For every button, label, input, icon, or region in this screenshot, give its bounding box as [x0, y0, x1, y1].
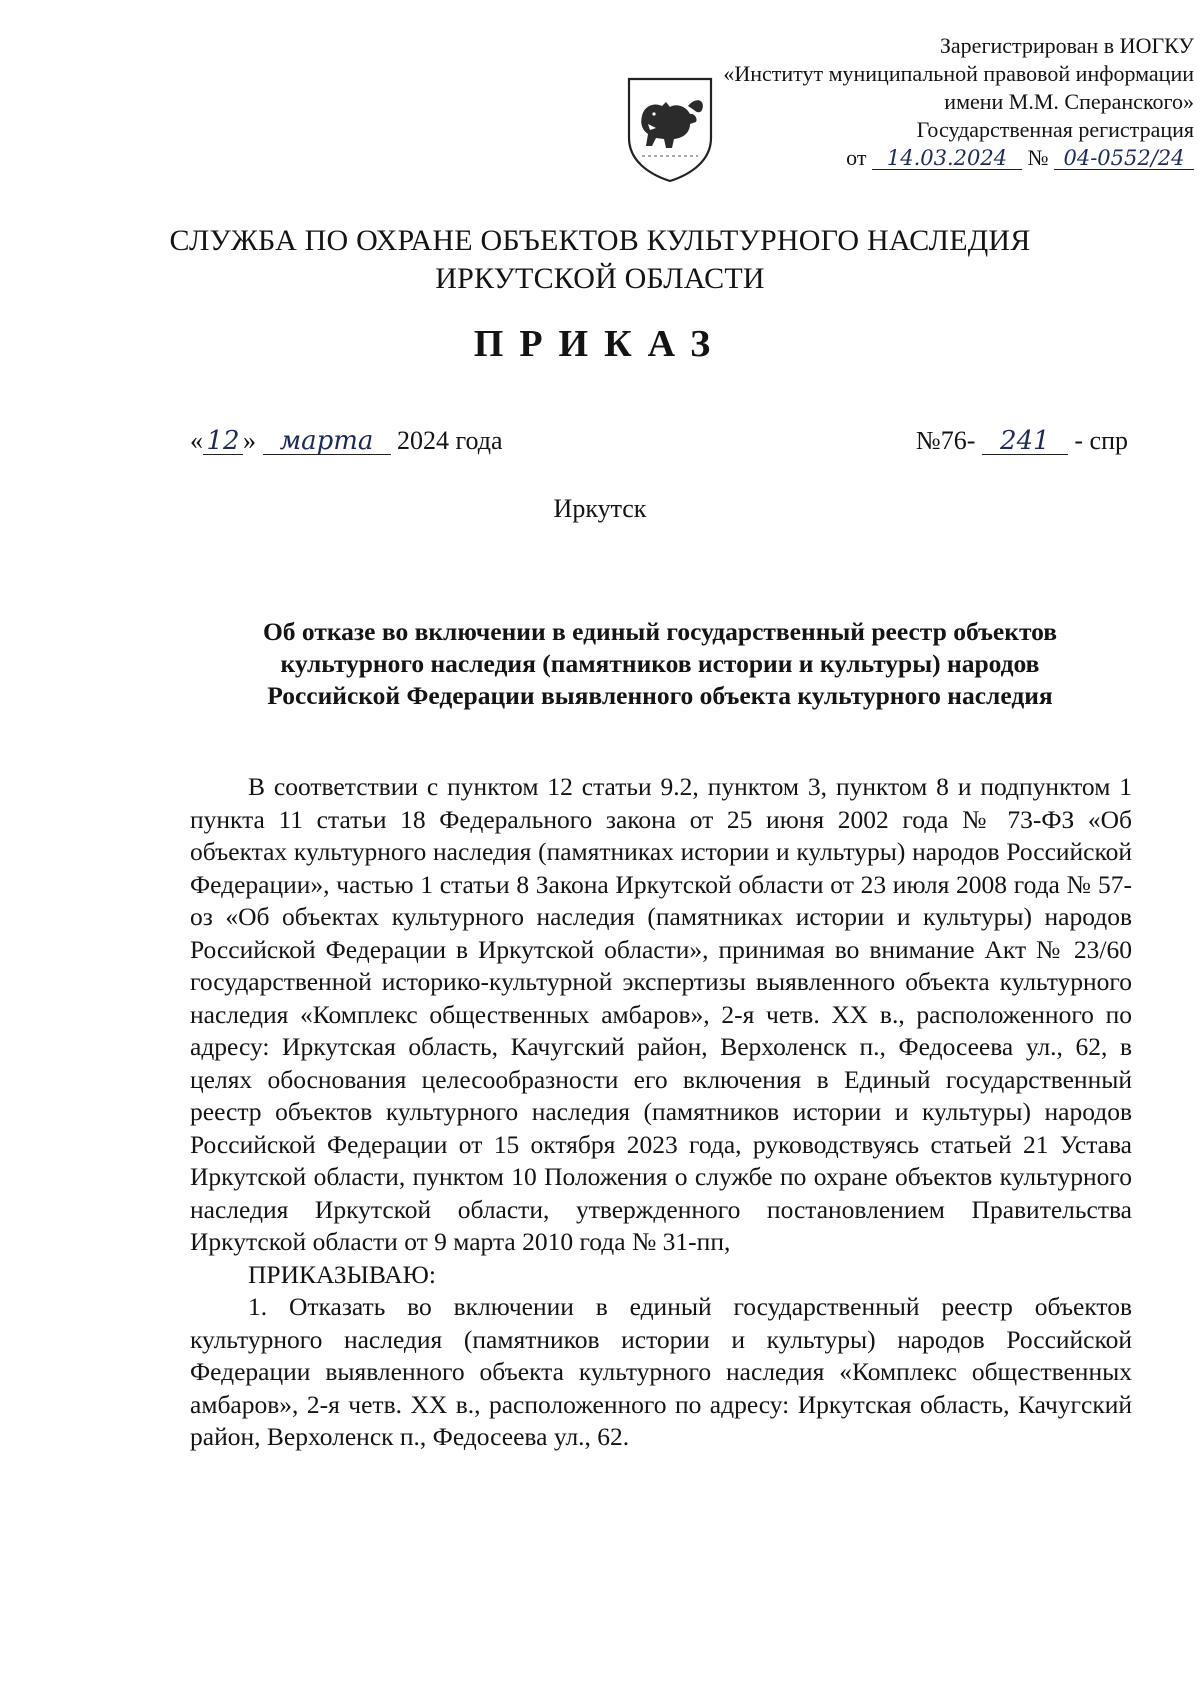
subject-line1: Об отказе во включении в единый государственный реестр объектов — [262, 617, 1058, 646]
order-date — [190, 426, 503, 456]
order-word: ПРИКАЗЫВАЮ: — [248, 1259, 436, 1289]
registration-stamp — [674, 32, 1194, 172]
stamp-number-label: № — [1027, 145, 1049, 170]
subject-line3: Российской Федерации выявленного объекта культурного наследия — [267, 681, 1053, 710]
preamble-paragraph: В соответствии с пунктом 12 статьи 9.2, пунктом 3, пунктом 8 и подпунктом 1 пункта 11 статьи 18 Федерального закона от 25 июня 2002 года № 73-ФЗ «Об объектах культурного наследия (памятниках истории и культуры) народов Российской Федерации», частью 1 статьи 8 Закона Иркутской области от 23 июля 2008 года № 57-оз «Об объектах культурного наследия (памятниках истории и культуры) народов Российской Федерации в Иркутской области», принимая во внимание Акт № 23/60 государственной историко-культурной экспертизы выявленного объекта культурного наследия «Комплекс общественных амбаров», 2-я четв. XX в., расположенного по адресу: Иркутская область, Качугский район, Верхоленск п., Федосеева ул., 62, в целях обоснования целесообразности его включения в Единый государственный реестр объектов культурного наследия (памятников истории и культуры) народов Российской Федерации от 15 октября 2023 года, руководствуясь статьей 21 Устава Иркутской области, пунктом 10 Положения о службе по охране объектов культурного наследия Иркутской области, утвержденного постановлением Правительства Иркутской области от 9 марта 2010 года № 31-пп, — [190, 772, 1132, 1256]
order-month: марта — [263, 428, 391, 455]
order-number — [916, 426, 1128, 456]
order-year: 2024 года — [397, 426, 503, 455]
order-item-1: 1. Отказать во включении в единый государственный реестр объектов культурного наследия (памятников истории и культуры) народов Российской Федерации выявленного объекта культурного наследия «Комплекс общественных амбаров», 2-я четв. XX в., расположенного по адресу: Иркутская область, Качугский район, Верхоленск п., Федосеева ул., 62. — [190, 1292, 1132, 1451]
coat-of-arms-emblem — [626, 76, 714, 184]
order-day: 12 — [203, 428, 243, 455]
order-body — [190, 771, 1132, 1454]
stamp-from-label: от — [846, 145, 867, 170]
stamp-registration-row — [674, 144, 1194, 172]
agency-name-line1: СЛУЖБА ПО ОХРАНЕ ОБЪЕКТОВ КУЛЬТУРНОГО НАСЛЕДИЯ — [169, 224, 1031, 257]
stamp-line-speransky: имени М.М. Сперанского» — [944, 89, 1194, 114]
order-number-prefix: №76- — [915, 426, 976, 455]
stamp-line-registered: Зарегистрирован в ИОГКУ — [939, 33, 1194, 58]
document-type-title: ПРИКАЗ — [473, 323, 727, 365]
issue-city: Иркутск — [553, 494, 647, 523]
order-subject — [200, 616, 1120, 712]
stamp-registration-date: 14.03.2024 — [872, 147, 1022, 170]
stamp-line-state-registration: Государственная регистрация — [916, 117, 1194, 142]
order-number-handwritten: 241 — [982, 428, 1068, 455]
date-open-quote: « — [190, 426, 203, 455]
stamp-registration-number: 04-0552/24 — [1054, 147, 1194, 170]
order-number-suffix: - спр — [1074, 426, 1128, 455]
subject-line2: культурного наследия (памятников истории и культуры) народов — [280, 649, 1040, 678]
agency-header — [0, 222, 1200, 298]
agency-name-line2: ИРКУТСКОЙ ОБЛАСТИ — [435, 262, 765, 295]
stamp-line-institute: «Институт муниципальной правовой информации — [723, 61, 1194, 86]
date-close-quote: » — [243, 426, 256, 455]
